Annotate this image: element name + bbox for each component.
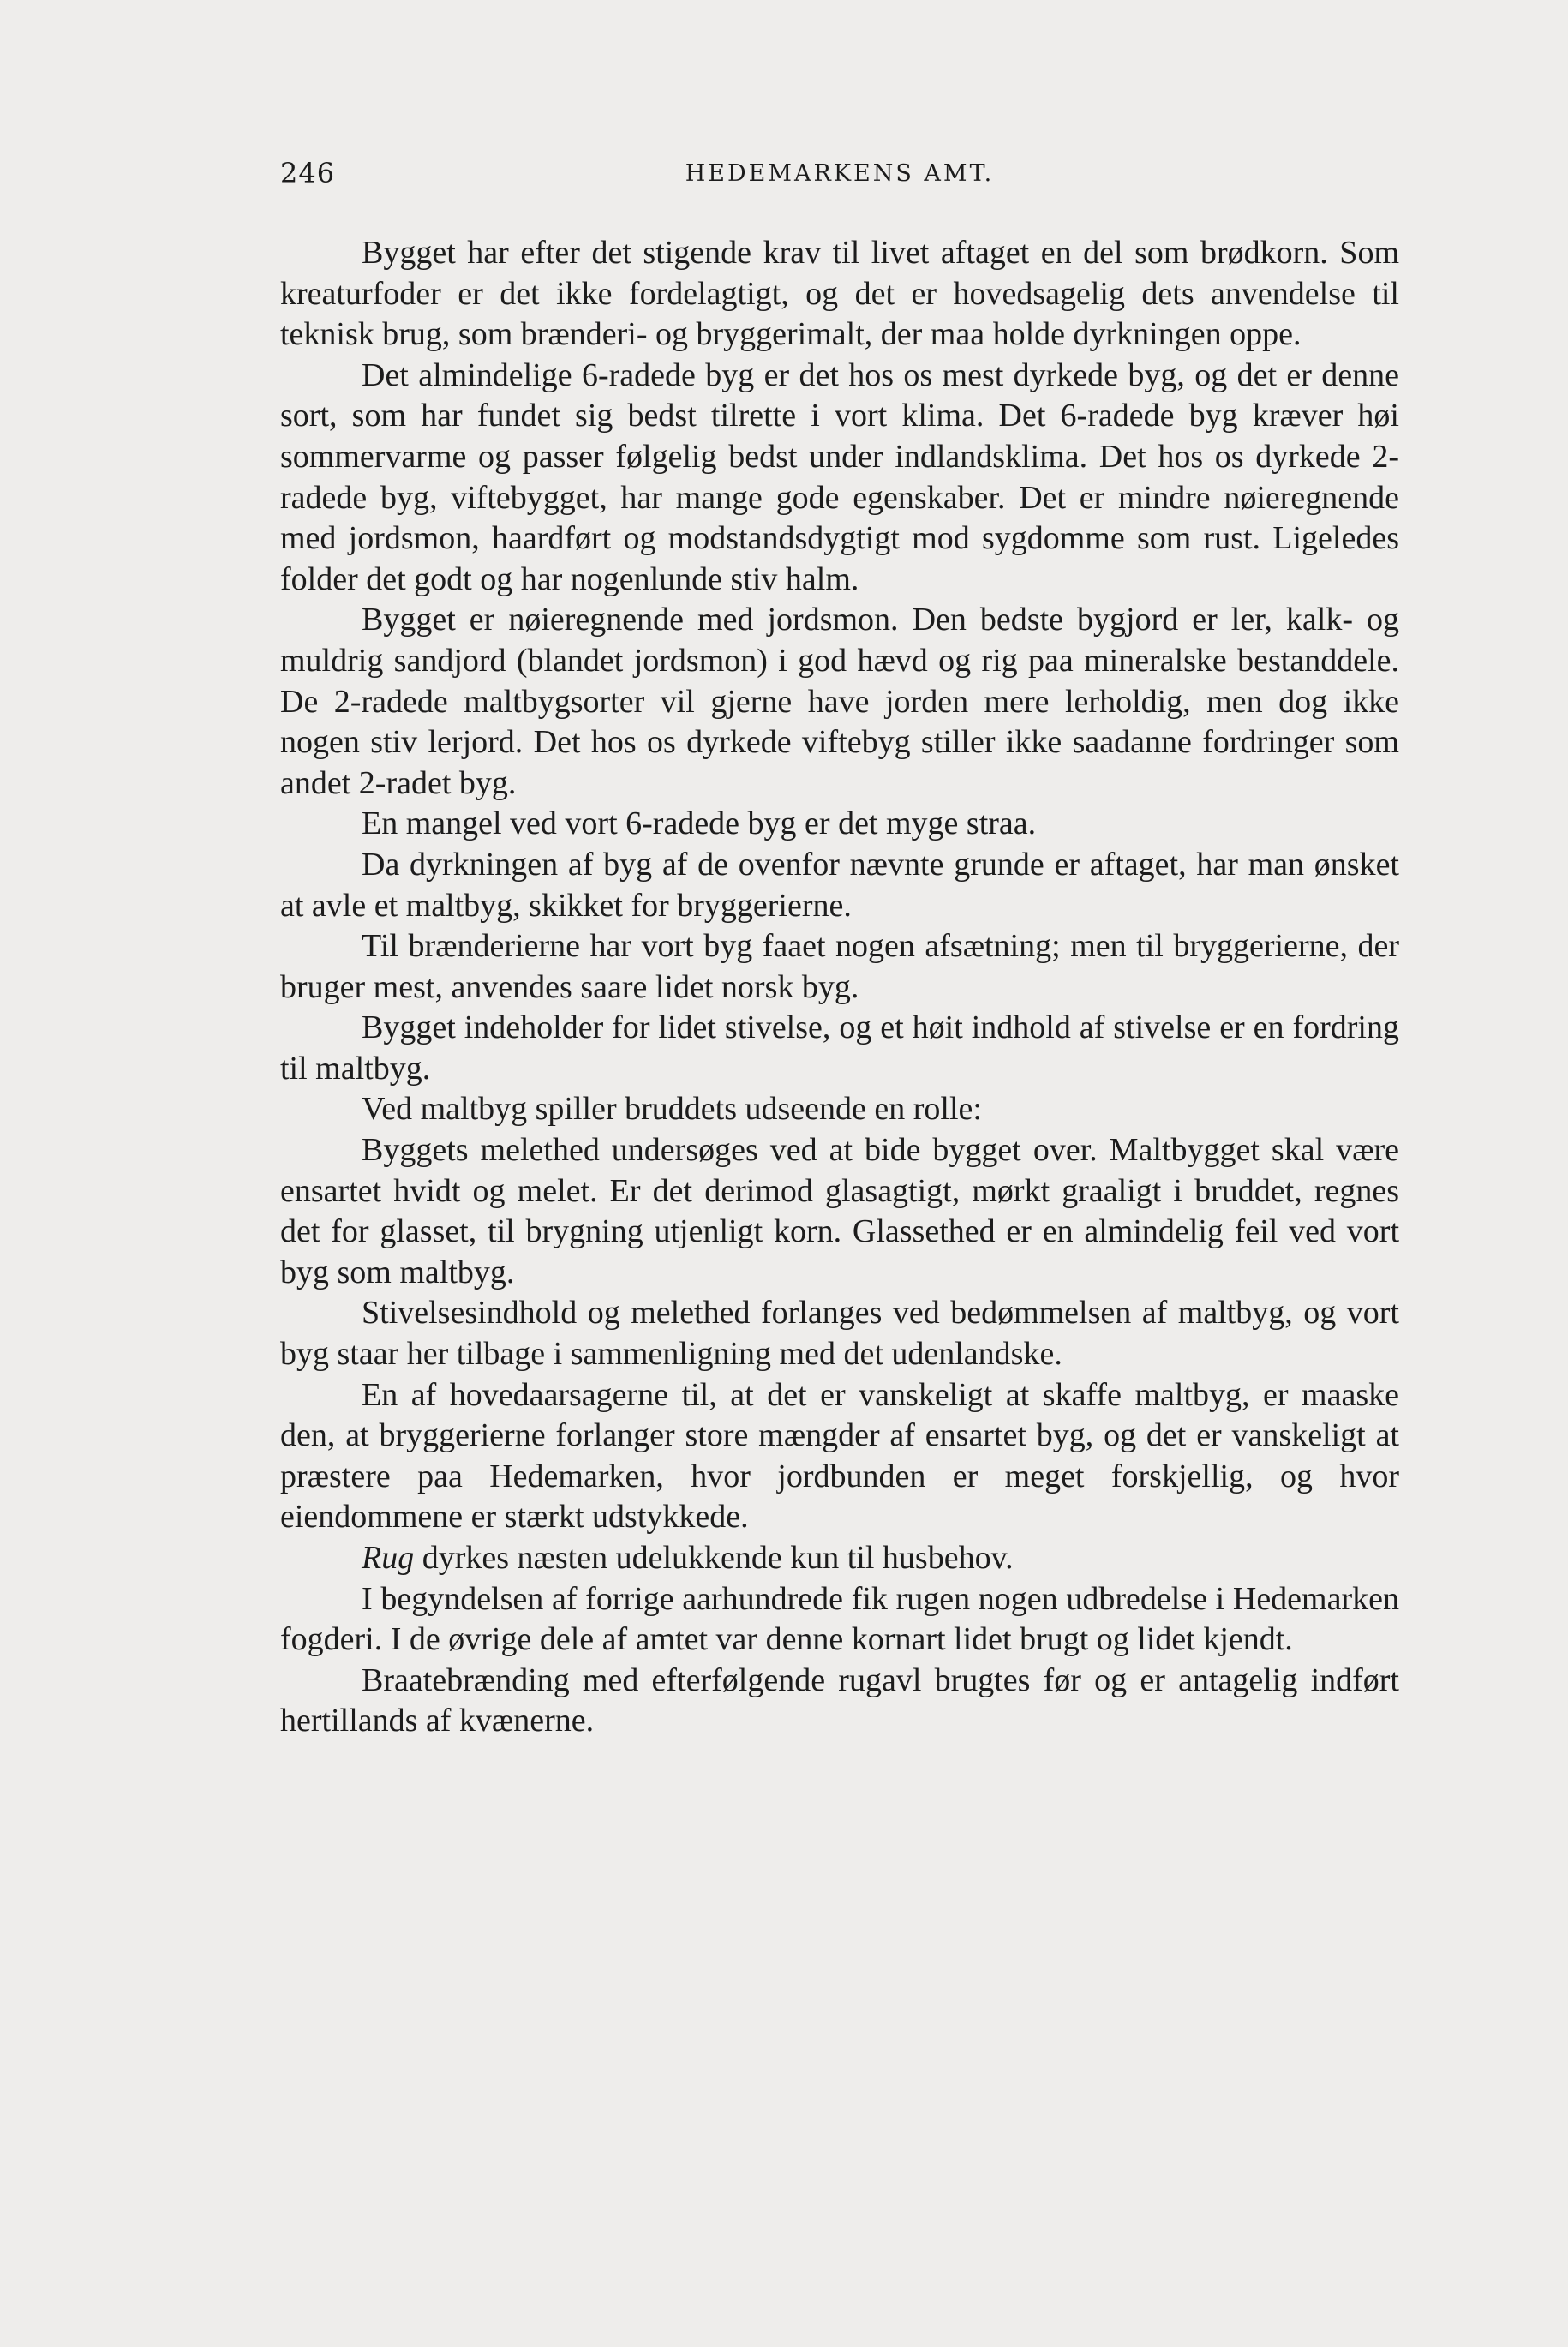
- paragraph: Bygget er nøieregnende med jordsmon. Den bedste bygjord er ler, kalk- og muldrig sandjord (blandet jordsmon) i god hævd og rig paa mineralske bestanddele. De 2-radede maltbygsorter vil gjerne have jorden mere lerholdig, men dog ikke nogen stiv lerjord. Det hos os dyrkede viftebyg stiller ikke saadanne fordringer som andet 2-radet byg.: [280, 602, 1399, 801]
- running-head: HEDEMARKENS AMT.: [685, 160, 995, 187]
- italic-lead-word: Rug: [362, 1540, 415, 1576]
- paragraph: En af hovedaarsagerne til, at det er vanskeligt at skaffe maltbyg, er maaske den, at bryggerierne forlanger store mængder af ensartet byg, og det er vanskeligt at præstere paa Hedemarken, hvor jordbunden er meget forskjellig, og hvor eiendommene er stærkt udstykkede.: [280, 1376, 1399, 1536]
- page-number: 246: [280, 157, 336, 189]
- paragraph: Braatebrænding med efterfølgende rugavl brugtes før og er antagelig indført hertillands af kvænerne.: [280, 1661, 1399, 1739]
- paragraph: I begyndelsen af forrige aarhundrede fik rugen nogen udbredelse i Hedemarken fogderi. I de øvrige dele af amtet var denne kornart lidet brugt og lidet kjendt.: [280, 1580, 1399, 1658]
- page-header: [280, 157, 1399, 200]
- paragraph: Byggets melethed undersøges ved at bide bygget over. Maltbygget skal være ensartet hvidt og melet. Er det derimod glasagtigt, mørkt graaligt i bruddet, regnes det for glasset, til brygning utjenligt korn. Glassethed er en almindelig feil ved vort byg som maltbyg.: [280, 1132, 1399, 1290]
- body-text: [280, 233, 1399, 1742]
- paragraph-rest: dyrkes næsten udelukkende kun til husbehov.: [414, 1540, 1014, 1576]
- paragraph: [280, 1538, 1399, 1579]
- paragraph: Stivelsesindhold og melethed forlanges ved bedømmelsen af maltbyg, og vort byg staar her tilbage i sammenligning med det udenlandske.: [280, 1295, 1399, 1373]
- paragraph: Det almindelige 6-radede byg er det hos os mest dyrkede byg, og det er denne sort, som har fundet sig bedst tilrette i vort klima. Det 6-radede byg kræver høi sommervarme og passer følgelig bedst under indlandsklima. Det hos os dyrkede 2-radede byg, viftebygget, har mange gode egenskaber. Det er mindre nøieregnende med jordsmon, haardført og modstandsdygtigt mod sygdomme som rust. Ligeledes folder det godt og har nogenlunde stiv halm.: [280, 356, 1399, 597]
- paragraph: Til brænderierne har vort byg faaet nogen afsætning; men til bryggerierne, der bruger mest, anvendes saare lidet norsk byg.: [280, 928, 1399, 1005]
- paragraph: Bygget indeholder for lidet stivelse, og et høit indhold af stivelse er en fordring til maltbyg.: [280, 1009, 1399, 1087]
- paragraph: En mangel ved vort 6-radede byg er det myge straa.: [362, 805, 1037, 842]
- paragraph: Ved maltbyg spiller bruddets udseende en rolle:: [362, 1091, 982, 1128]
- paragraph: Bygget har efter det stigende krav til livet aftaget en del som brødkorn. Som kreaturfoder er det ikke fordelagtigt, og det er hovedsagelig dets anvendelse til teknisk brug, som brænderi- og bryggerimalt, der maa holde dyrkningen oppe.: [280, 235, 1399, 353]
- paragraph: Da dyrkningen af byg af de ovenfor nævnte grunde er aftaget, har man ønsket at avle et maltbyg, skikket for bryggerierne.: [280, 846, 1399, 924]
